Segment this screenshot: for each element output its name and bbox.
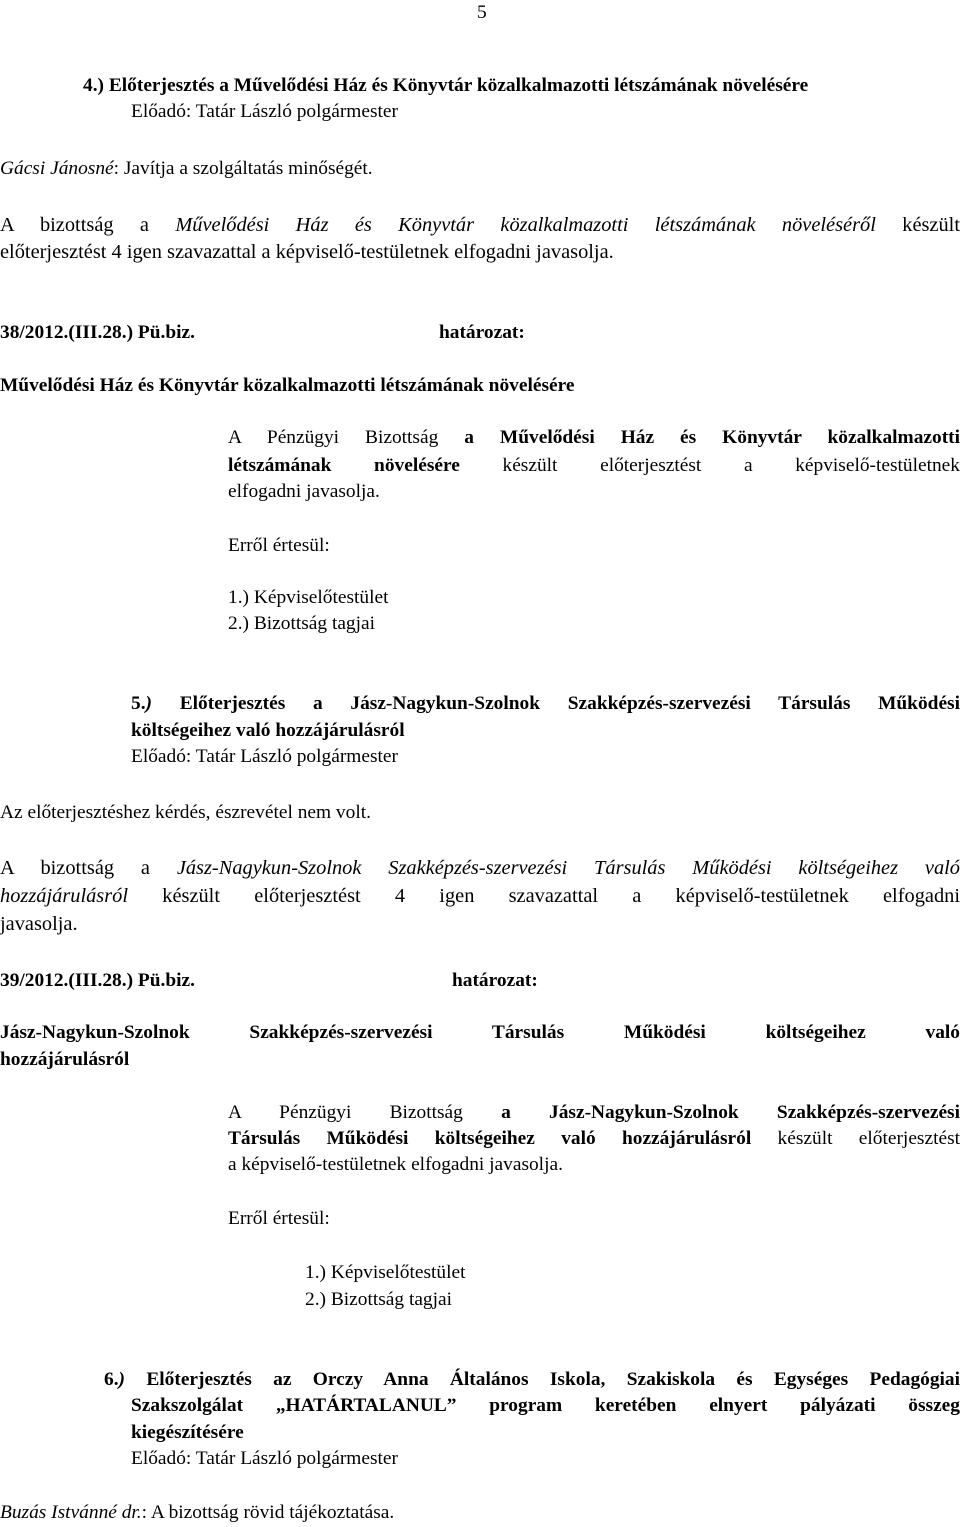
item4-res-d: készült előterjesztést a képviselő-testületnek [459, 455, 960, 476]
item5-notify-2: 2.) Bizottság tagjai [305, 1289, 453, 1310]
item6-comment-text: : A bizottság rövid tájékoztatása. [141, 1502, 395, 1523]
item5-para-c: hozzájárulásról [0, 885, 129, 907]
item4-res-c: létszámának növelésére [228, 455, 460, 476]
item6-comment [0, 1500, 394, 1526]
item5-title-a: Előterjesztés a Jász-Nagykun-Szolnok Szakképzés-szervezési Társulás Működési [152, 693, 960, 714]
item5-resolution-no: 39/2012.(III.28.) Pü.biz. [0, 970, 195, 991]
item6-title-line2: Szakszolgálat „HATÁRTALANUL” program keretében elnyert pályázati összeg [131, 1395, 960, 1416]
item6-title-a: Előterjesztés az Orczy Anna Általános Iskola, Szakiskola és Egységes Pedagógiai [125, 1369, 960, 1390]
item4-para-line1 [0, 212, 960, 238]
item4-res-line3: elfogadni javasolja. [228, 481, 380, 502]
item4-comment [0, 156, 373, 182]
item4-res-b: a Művelődési Ház és Könyvtár közalkalmazotti [464, 427, 960, 448]
item5-subject-line1: Jász-Nagykun-Szolnok Szakképzés-szervezési Társulás Működési költségeihez való [0, 1022, 960, 1043]
item5-res-line1 [228, 1100, 960, 1126]
item4-resolution-no: 38/2012.(III.28.) Pü.biz. [0, 322, 195, 343]
item5-notify: Erről értesül: [228, 1208, 330, 1229]
item4-para-c: készült [875, 214, 960, 236]
item5-para-line1 [0, 855, 960, 881]
item6-presenter: Előadó: Tatár László polgármester [131, 1448, 398, 1469]
item5-res-a: A Pénzügyi Bizottság [228, 1102, 502, 1123]
item5-number: 5. [131, 693, 146, 714]
item4-presenter: Előadó: Tatár László polgármester [131, 101, 398, 122]
item6-paren: ) [118, 1369, 126, 1390]
item5-para-line3: javasolja. [0, 913, 78, 935]
item4-notify: Erről értesül: [228, 535, 330, 556]
item5-no-questions: Az előterjesztéshez kérdés, észrevétel nem volt. [0, 802, 371, 823]
item4-res-line1 [228, 425, 960, 451]
item4-resolution-subject: Művelődési Ház és Könyvtár közalkalmazotti létszámának növelésére [0, 375, 575, 396]
item5-res-b: a Jász-Nagykun-Szolnok Szakképzés-szervezési [501, 1102, 960, 1123]
item5-title-line1 [131, 691, 960, 717]
item5-res-line2 [228, 1126, 960, 1152]
item5-para-d: készült előterjesztést 4 igen szavazattal a képviselő-testületnek elfogadni [128, 885, 960, 907]
item5-res-c: Társulás Működési költségeihez való hozzájárulásról [228, 1128, 752, 1149]
item5-notify-1: 1.) Képviselőtestület [305, 1262, 466, 1283]
item5-title-line2: költségeihez való hozzájárulásról [131, 720, 405, 741]
item4-title: 4.) Előterjesztés a Művelődési Ház és Könyvtár közalkalmazotti létszámának növelésére [83, 75, 809, 96]
item5-presenter: Előadó: Tatár László polgármester [131, 746, 398, 767]
item5-paren: ) [145, 693, 153, 714]
item5-subject-line2: hozzájárulásról [0, 1049, 130, 1070]
item4-para-b: Művelődési Ház és Könyvtár közalkalmazotti létszámának növeléséről [175, 214, 876, 236]
item5-para-b: Jász-Nagykun-Szolnok Szakképzés-szervezési Társulás Működési költségeihez való [176, 857, 960, 879]
item4-notify-1: 1.) Képviselőtestület [228, 587, 389, 608]
item5-res-d: készült előterjesztést [751, 1128, 960, 1149]
page-number: 5 [477, 2, 487, 23]
item6-title-line3: kiegészítésére [131, 1422, 244, 1443]
item4-para-a: A bizottság a [0, 214, 176, 236]
item4-resolution-label: határozat: [439, 322, 525, 343]
item5-resolution-label: határozat: [452, 970, 538, 991]
item5-para-line2 [0, 883, 960, 909]
item4-para-line2: előterjesztést 4 igen szavazattal a képviselő-testületnek elfogadni javasolja. [0, 241, 614, 263]
item6-title-line1 [104, 1367, 960, 1393]
item5-para-a: A bizottság a [0, 857, 177, 879]
item4-comment-text: : Javítja a szolgáltatás minőségét. [113, 158, 373, 179]
item6-comment-name: Buzás Istvánné dr. [0, 1502, 142, 1523]
item4-notify-2: 2.) Bizottság tagjai [228, 613, 376, 634]
item4-comment-name: Gácsi Jánosné [0, 158, 114, 179]
item5-res-line3: a képviselő-testületnek elfogadni javasolja. [228, 1154, 563, 1175]
item6-number: 6. [104, 1369, 119, 1390]
item4-res-a: A Pénzügyi Bizottság [228, 427, 465, 448]
item4-res-line2 [228, 453, 960, 479]
